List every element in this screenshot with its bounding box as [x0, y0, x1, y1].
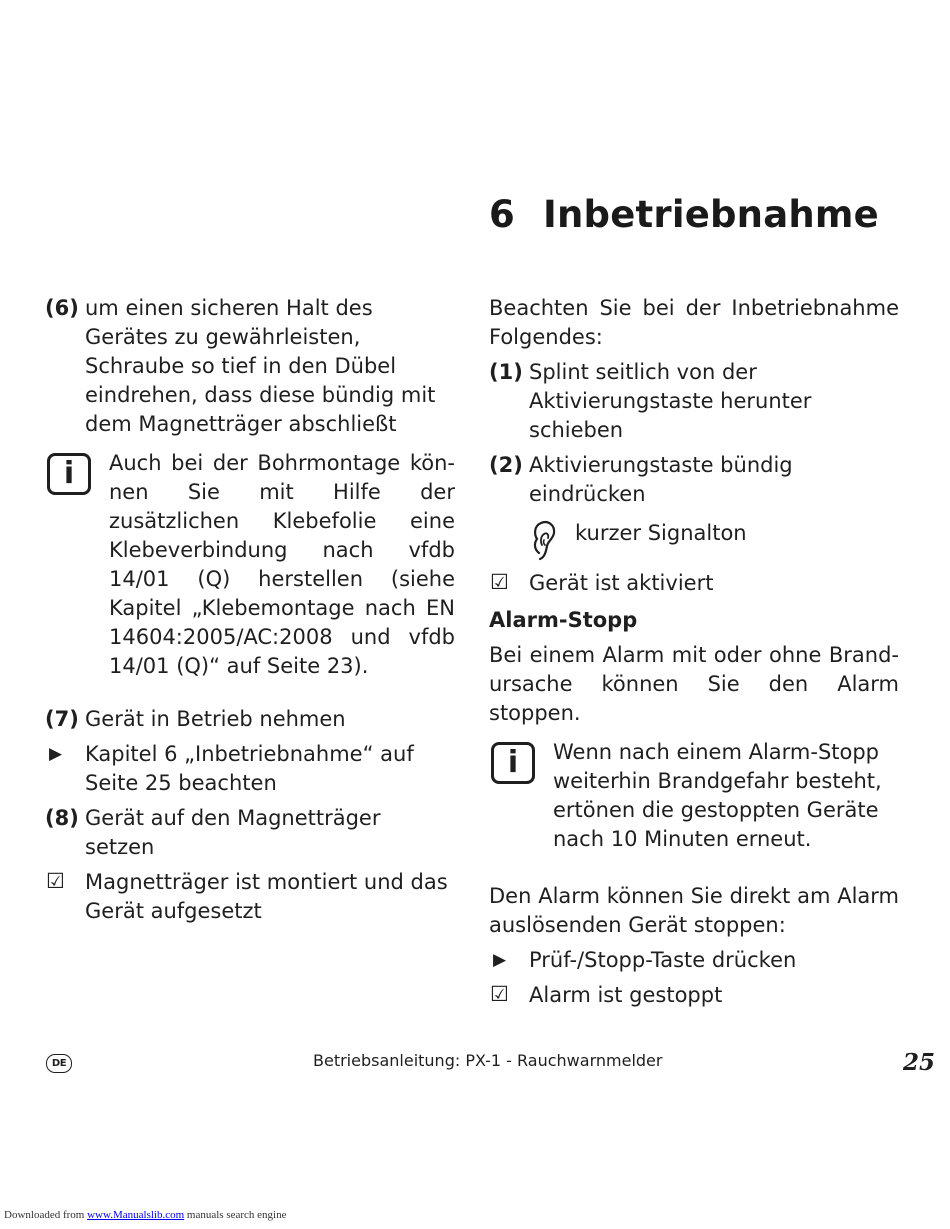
check-text: Alarm ist gestoppt	[529, 983, 723, 1007]
country-badge: DE	[46, 1054, 72, 1073]
ear-icon	[531, 519, 557, 563]
check-text: Gerät ist aktiviert	[529, 571, 714, 595]
left-column	[45, 294, 455, 932]
intro-text: Beachten Sie bei der Inbetriebnahme Folgendes:	[489, 296, 899, 349]
step-text: Splint seitlich von der Aktivierungstaste herunter schieben	[529, 360, 812, 442]
bullet-text: Kapitel 6 „Inbetriebnahme“ auf Seite 25 beachten	[85, 742, 414, 795]
step-6	[45, 294, 455, 439]
step-text: Aktivierungstaste bündig eindrücken	[529, 453, 793, 506]
step-marker: (7)	[45, 707, 79, 731]
section-heading-alarm-stop: Alarm-Stopp	[489, 608, 638, 632]
result-check-activated	[489, 569, 899, 598]
result-check-stopped	[489, 981, 899, 1010]
manualslib-link[interactable]: www.Manualslib.com	[87, 1209, 185, 1221]
info-box-drill-mount	[45, 449, 455, 681]
info-icon: i	[491, 742, 535, 784]
triangle-bullet-icon: ▶	[49, 744, 63, 764]
step-marker: (1)	[489, 360, 523, 384]
step-7	[45, 705, 455, 734]
info-box-alarm-stop	[489, 738, 899, 854]
download-suffix: manuals search engine	[186, 1209, 287, 1221]
step-marker: (6)	[45, 296, 79, 320]
action-bullet	[489, 946, 899, 975]
signal-row	[489, 519, 899, 563]
triangle-bullet-icon: ▶	[493, 950, 507, 970]
download-notice	[4, 1209, 286, 1221]
checkbox-icon: ☑	[490, 570, 509, 594]
right-column	[489, 294, 899, 1016]
result-check	[45, 868, 455, 926]
checkbox-icon: ☑	[46, 869, 65, 893]
signal-text: kurzer Signalton	[575, 521, 747, 545]
step-marker: (8)	[45, 806, 79, 830]
step-text: Gerät in Betrieb nehmen	[85, 707, 346, 731]
footer-title: Betriebsanleitung: PX-1 - Rauchwarnmelder	[313, 1051, 663, 1070]
step-8	[45, 804, 455, 862]
info-text: Auch bei der Bohrmontage können Sie mit Hilfe der zusätzlichen Klebefolie eine Klebeverbindung nach vfdb 14/01 (Q) herstellen (siehe Kapitel „Klebemontage nach EN 14604:2005/AC:2008 und vfdb 14/01 (Q)“ auf Seite 23).	[109, 451, 455, 678]
alarm-text-2: Den Alarm können Sie direkt am Alarm auslösenden Gerät stoppen:	[489, 884, 899, 937]
action-bullet	[45, 740, 455, 798]
chapter-number: 6	[489, 193, 515, 236]
step-2	[489, 451, 899, 509]
checkbox-icon: ☑	[490, 982, 509, 1006]
step-1	[489, 358, 899, 445]
alarm-text: Bei einem Alarm mit oder ohne Brandursache können Sie den Alarm stoppen.	[489, 643, 899, 725]
step-marker: (2)	[489, 453, 523, 477]
bullet-text: Prüf-/Stopp-Taste drücken	[529, 948, 797, 972]
page-title	[489, 193, 879, 236]
page-number: 25	[903, 1049, 936, 1076]
step-text: um einen sicheren Halt des Gerätes zu gewährleisten, Schraube so tief in den Dübel eindrehen, dass diese bündig mit dem Magnetträger abschließt	[85, 296, 436, 436]
download-prefix: Downloaded from	[4, 1209, 85, 1221]
info-icon: i	[47, 453, 91, 495]
check-text: Magnetträger ist montiert und das Gerät aufgesetzt	[85, 870, 448, 923]
chapter-title: Inbetriebnahme	[543, 193, 879, 236]
step-text: Gerät auf den Magnetträger setzen	[85, 806, 381, 859]
info-text: Wenn nach einem Alarm-Stopp weiterhin Brandgefahr besteht, ertönen die gestoppten Geräte nach 10 Minuten erneut.	[553, 740, 882, 851]
